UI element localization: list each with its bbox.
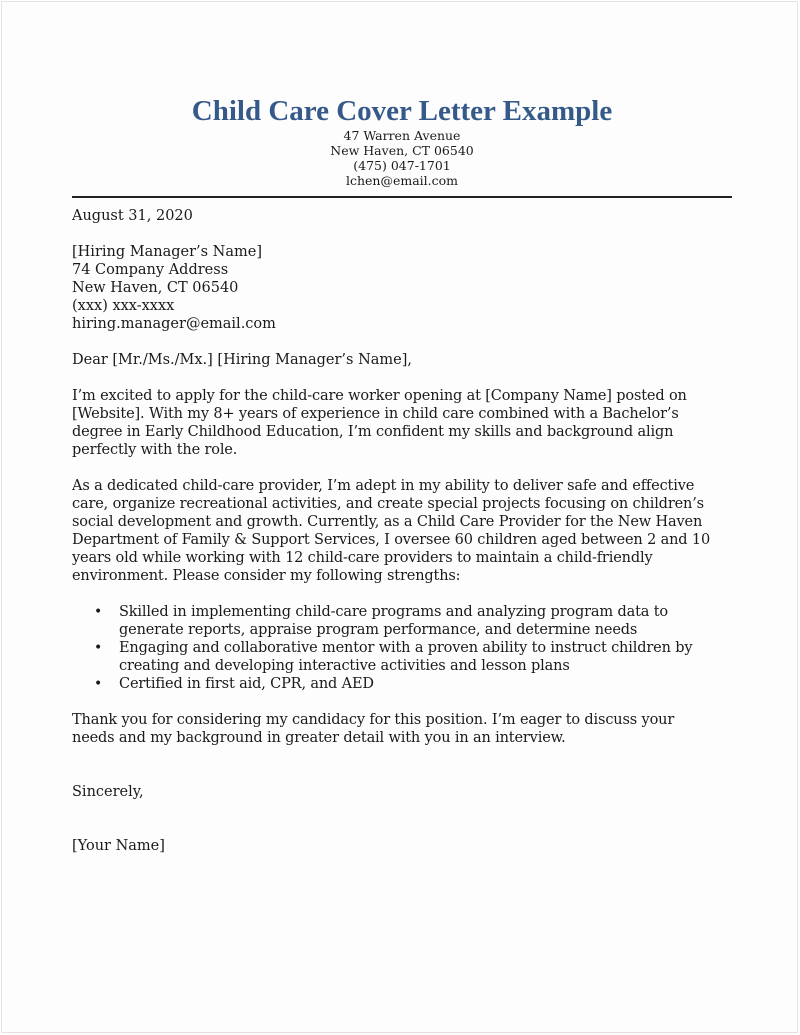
paragraph-line: years old while working with 12 child-care providers to maintain a child-friendly: [72, 550, 653, 566]
salutation: Dear [Mr./Ms./Mx.] [Hiring Manager’s Name],: [72, 352, 413, 368]
paragraph-line: Thank you for considering my candidacy for this position. I’m eager to discuss your: [72, 712, 675, 728]
list-item: [119, 639, 732, 675]
paragraph-line: I’m excited to apply for the child-care worker opening at [Company Name] posted on: [72, 388, 687, 404]
paragraph-line: needs and my background in greater detail with you in an interview.: [72, 730, 566, 746]
closing: Sincerely,: [72, 784, 144, 800]
paragraph-line: perfectly with the role.: [72, 442, 238, 458]
list-item-line: • Engaging and collaborative mentor with a proven ability to instruct children by: [119, 640, 693, 656]
paragraph-intro: [72, 387, 732, 459]
strengths-list: [72, 603, 732, 693]
letter-body: [72, 207, 732, 855]
paragraph-line: [Website]. With my 8+ years of experience in child care combined with a Bachelor’s: [72, 406, 679, 422]
recipient-city: New Haven, CT 06540: [72, 280, 239, 296]
sender-address: 47 Warren Avenue: [343, 128, 461, 143]
sender-phone: (475) 047-1701: [353, 158, 451, 173]
list-item-line: generate reports, appraise program performance, and determine needs: [119, 622, 638, 638]
letter-title: Child Care Cover Letter Example: [191, 95, 613, 127]
recipient-address: 74 Company Address: [72, 262, 229, 278]
paragraph-thanks: [72, 711, 732, 747]
recipient-name: [Hiring Manager’s Name]: [72, 244, 262, 260]
letter-page: [1, 1, 798, 1033]
paragraph-line: social development and growth. Currently, as a Child Care Provider for the New Haven: [72, 514, 703, 530]
list-item-line: • Certified in first aid, CPR, and AED: [119, 676, 374, 692]
recipient-email: hiring.manager@email.com: [72, 316, 276, 332]
sender-contact: [72, 128, 732, 188]
sender-city: New Haven, CT 06540: [330, 143, 474, 158]
sender-email: lchen@email.com: [345, 173, 459, 188]
paragraph-line: care, organize recreational activities, and create special projects focusing on children’s: [72, 496, 704, 512]
paragraph-line: Department of Family & Support Services, I oversee 60 children aged between 2 and 10: [72, 532, 711, 548]
list-item: [119, 675, 732, 693]
recipient-block: [72, 243, 732, 333]
header-divider: [72, 196, 732, 198]
letter-content: [72, 94, 732, 855]
paragraph-line: As a dedicated child-care provider, I’m adept in my ability to deliver safe and effective: [72, 478, 695, 494]
signature-name: [Your Name]: [72, 838, 165, 854]
paragraph-line: environment. Please consider my following strengths:: [72, 568, 461, 584]
paragraph-experience: [72, 477, 732, 585]
list-item-line: • Skilled in implementing child-care programs and analyzing program data to: [119, 604, 668, 620]
list-item: [119, 603, 732, 639]
recipient-phone: (xxx) xxx-xxxx: [72, 298, 175, 314]
list-item-line: creating and developing interactive activities and lesson plans: [119, 658, 570, 674]
paragraph-line: degree in Early Childhood Education, I’m confident my skills and background align: [72, 424, 674, 440]
letter-date: August 31, 2020: [72, 208, 193, 224]
